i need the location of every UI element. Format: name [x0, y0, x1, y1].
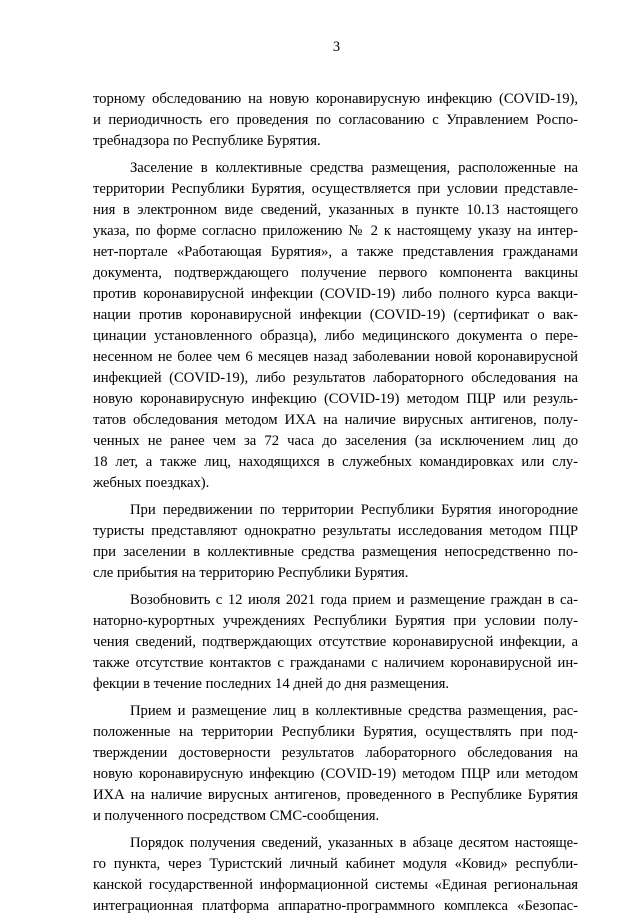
text-line: положенные на территории Республики Бурятия, осуществлять при под- — [93, 724, 578, 740]
text-line: чения сведений, подтверждающих отсутствие коронавирусной инфекции, а — [93, 634, 578, 650]
paragraph — [93, 590, 578, 695]
text-line: также отсутствие контактов с гражданами с наличием коронавирусной ин- — [93, 655, 578, 671]
text-line: документа, подтверждающего получение первого компонента вакцины — [93, 265, 578, 281]
text-line: и полученного посредством СМС-сообщения. — [93, 808, 380, 824]
paragraph — [93, 500, 578, 584]
text-line: жебных поездках). — [93, 475, 210, 491]
text-line: татов обследования методом ИХА на наличие вирусных антигенов, полу- — [93, 412, 578, 428]
paragraph — [93, 833, 578, 917]
text-line: нации против коронавирусной инфекции (COVID-19) (сертификат о вак- — [93, 307, 578, 323]
text-line: и периодичность его проведения по согласованию с Управлением Роспо- — [93, 112, 578, 128]
text-line: ченных не ранее чем за 72 часа до заселения (за исключением лиц до — [93, 433, 578, 449]
text-line: нет-портале «Работающая Бурятия», а также представления гражданами — [93, 244, 578, 260]
text-line: сле прибытия на территорию Республики Бурятия. — [93, 565, 409, 581]
text-line: канской государственной информационной системы «Единая региональная — [93, 877, 578, 893]
text-line: несенном не более чем 6 месяцев назад заболевании новой коронавирусной — [93, 349, 578, 365]
text-line: ния в электронном виде сведений, указанных в пункте 10.13 настоящего — [93, 202, 578, 218]
text-line: инфекцией (COVID-19), либо результатов лабораторного обследования на — [93, 370, 578, 386]
text-line: против коронавирусной инфекции (COVID-19) либо полного курса вакци- — [93, 286, 578, 302]
text-line: При передвижении по территории Республики Бурятия иногородние — [130, 502, 578, 518]
text-line: новую коронавирусную инфекцию (COVID-19) методом ПЦР или резуль- — [93, 391, 578, 407]
text-line: ИХА на наличие вирусных антигенов, проведенного в Республике Бурятия — [93, 787, 578, 803]
text-line: новую коронавирусную инфекцию (COVID-19) методом ПЦР или методом — [93, 766, 578, 782]
document-body — [93, 89, 578, 917]
paragraph — [93, 89, 578, 152]
text-line: указа, по форме согласно приложению № 2 к настоящему указу на интер- — [93, 223, 578, 239]
paragraph — [93, 158, 578, 494]
text-line: торному обследованию на новую коронавирусную инфекцию (COVID-19), — [93, 91, 578, 107]
text-line: го пункта, через Туристский личный кабинет модуля «Ковид» республи- — [93, 856, 578, 872]
text-line: Прием и размещение лиц в коллективные средства размещения, рас- — [130, 703, 578, 719]
text-line: Заселение в коллективные средства размещения, расположенные на — [130, 160, 578, 176]
text-line: туристы представляют однократно результаты исследования методом ПЦР — [93, 523, 578, 539]
text-line: цинации установленного образца), либо медицинского документа о пере- — [93, 328, 578, 344]
text-line: тверждении достоверности результатов лабораторного обследования на — [93, 745, 578, 761]
text-line: при заселении в коллективные средства размещения непосредственно по- — [93, 544, 578, 560]
text-line: 18 лет, а также лиц, находящихся в служебных командировках или слу- — [93, 454, 578, 470]
text-line: интеграционная платформа аппаратно-программного комплекса «Безопас- — [93, 898, 578, 914]
text-line: фекции в течение последних 14 дней до дня размещения. — [93, 676, 449, 692]
text-line: территории Республики Бурятия, осуществляется при условии представле- — [93, 181, 578, 197]
paragraph — [93, 701, 578, 827]
text-line: Порядок получения сведений, указанных в абзаце десятом настояще- — [130, 835, 578, 851]
text-line: Возобновить с 12 июля 2021 года прием и размещение граждан в са- — [130, 592, 578, 608]
text-line: наторно-курортных учреждениях Республики Бурятия при условии полу- — [93, 613, 578, 629]
page-number: 3 — [332, 39, 341, 55]
text-line: требнадзора по Республике Бурятия. — [93, 133, 321, 149]
